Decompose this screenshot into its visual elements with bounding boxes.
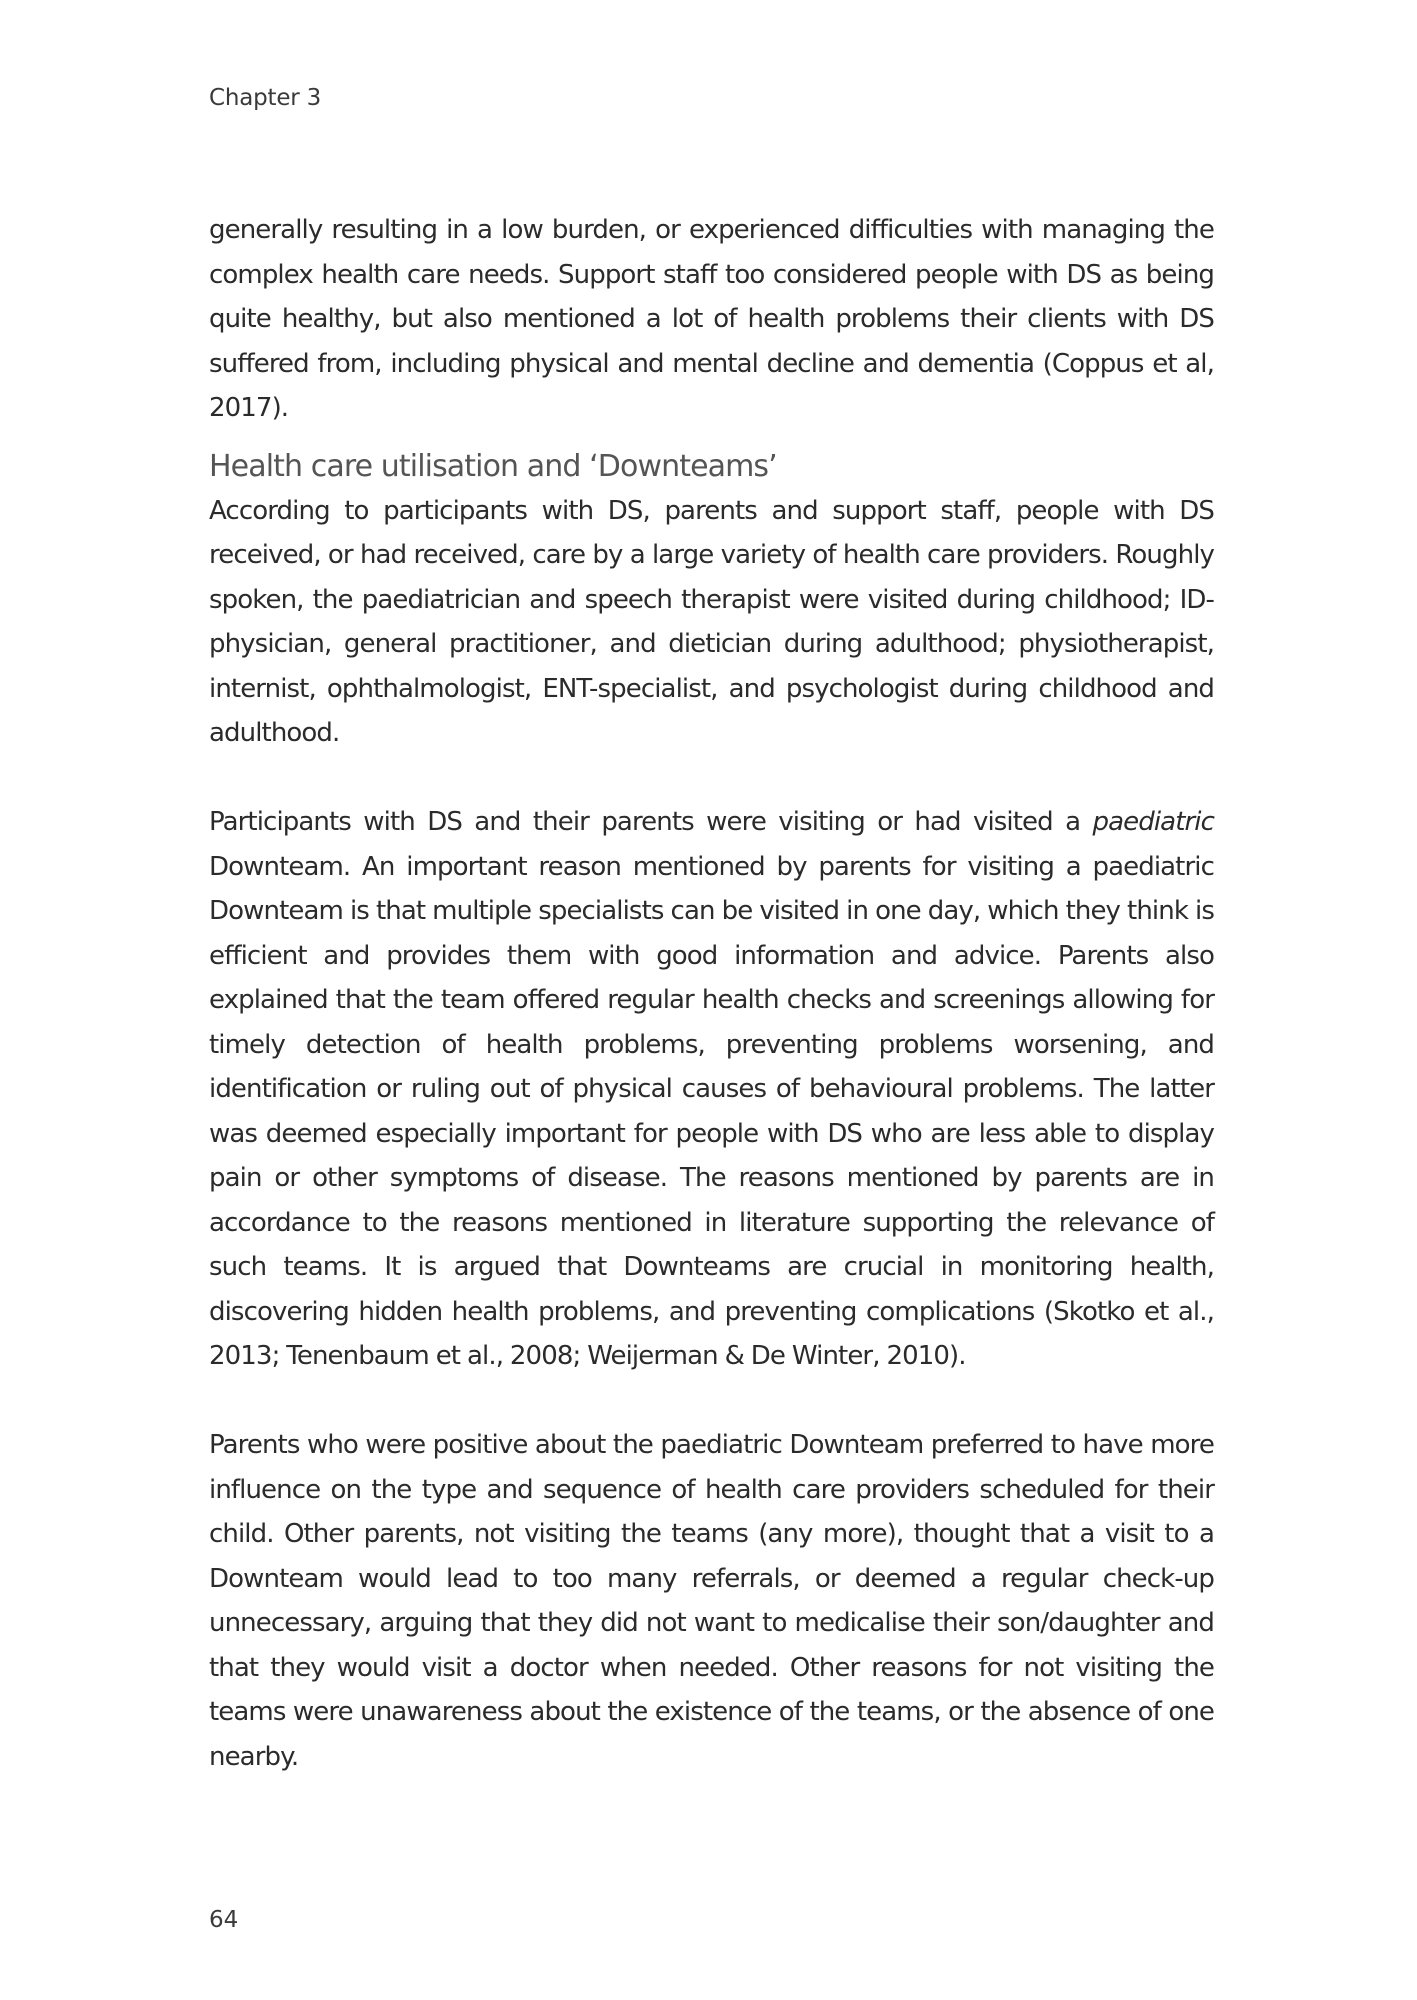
paragraph-downteam — [209, 800, 1214, 1379]
section-heading: Health care utilisation and ‘Downteams’ — [209, 448, 777, 484]
paragraph-downteam-rest: Downteam. An important reason mentioned by parents for visiting a paediatric Downteam is that multiple specialists can be visited in one day, which they think is efficient and provides them with good information and advice. Parents also explained that the team offered regular health checks and screenings allowing for timely detection of health problems, preventing problems worsening, and identification or ruling out of physical causes of behavioural problems. The latter was deemed especially important for people with DS who are less able to display pain or other symptoms of disease. The reasons mentioned by parents are in accordance to the reasons mentioned in literature supporting the relevance of such teams. It is argued that Downteams are crucial in monitoring health, discovering hidden health problems, and preventing complications (Skotko et al., 2013; Tenenbaum et al., 2008; Weijerman & De Winter, 2010). — [209, 851, 1214, 1371]
running-header: Chapter 3 — [209, 85, 322, 111]
paragraph-downteam-lead: Participants with DS and their parents were visiting or had visited a — [209, 807, 1093, 837]
main-text — [209, 208, 1214, 1779]
paragraph-spacer — [209, 1379, 1214, 1424]
paragraph-spacer — [209, 756, 1214, 801]
paragraph-intro: generally resulting in a low burden, or experienced difficulties with managing the complex health care needs. Support staff too considered people with DS as being quite healthy, but also mentioned a lot of health problems their clients with DS suffered from, including physical and mental decline and dementia (Coppus et al, 2017). — [209, 215, 1214, 423]
paragraph-utilisation: According to participants with DS, parents and support staff, people with DS received, or had received, care by a large variety of health care providers. Roughly spoken, the paediatrician and speech therapist were visited during childhood; ID-physician, general practitioner, and dietician during adulthood; physiotherapist, internist, ophthalmologist, ENT-specialist, and psychologist during childhood and adulthood. — [209, 495, 1214, 748]
paragraph-downteam-emphasis: paediatric — [1092, 807, 1214, 837]
page-number: 64 — [209, 1907, 239, 1933]
paragraph-parents: Parents who were positive about the paediatric Downteam preferred to have more influence on the type and sequence of health care providers scheduled for their child. Other parents, not visiting the teams (any more), thought that a visit to a Downteam would lead to too many referrals, or deemed a regular check-up unnecessary, arguing that they did not want to medicalise their son/daughter and that they would visit a doctor when needed. Other reasons for not visiting the teams were unawareness about the existence of the teams, or the absence of one nearby. — [209, 1430, 1214, 1772]
